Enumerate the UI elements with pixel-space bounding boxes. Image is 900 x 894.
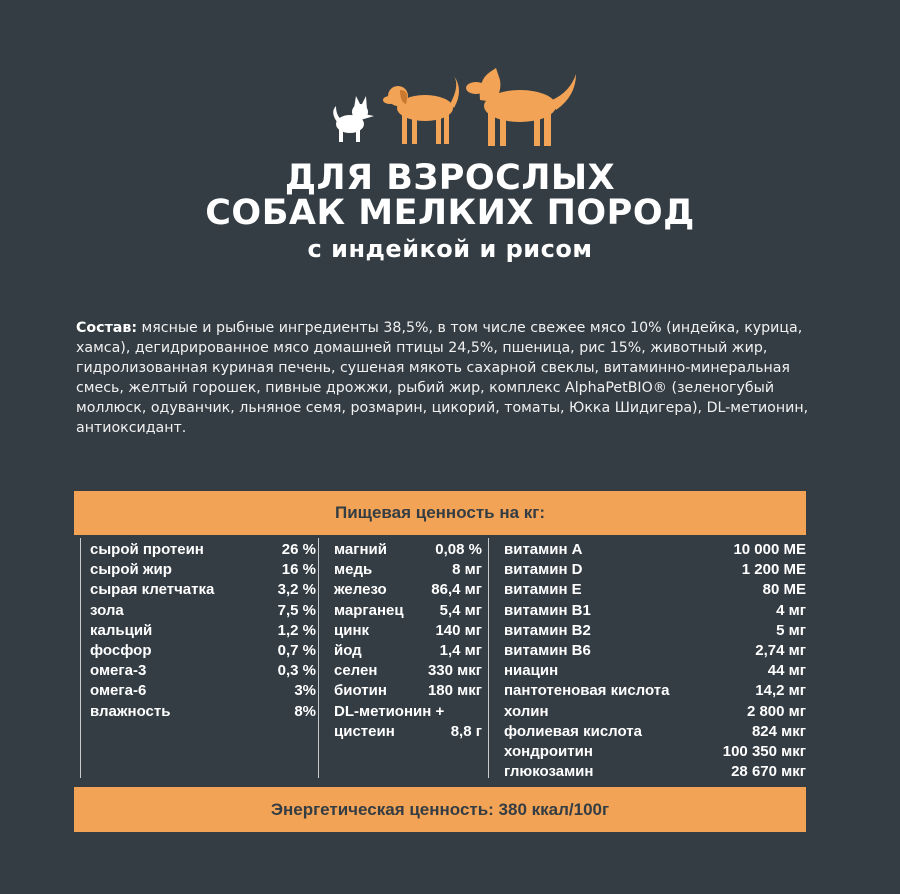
nutrient-row xyxy=(80,702,316,722)
nutrient-name: пантотеновая кислота xyxy=(504,682,670,700)
small-white-dog-icon xyxy=(333,96,374,142)
nutrient-value: 2 800 мг xyxy=(746,702,806,720)
nutrient-name: железо xyxy=(334,581,387,599)
nutrient-row xyxy=(80,540,316,560)
nutrient-row xyxy=(324,601,482,621)
nutrition-column-2 xyxy=(324,540,482,742)
nutrient-row xyxy=(324,580,482,600)
nutrient-row xyxy=(494,621,806,641)
nutrient-value: 3% xyxy=(294,682,316,700)
nutrient-row xyxy=(324,661,482,681)
nutrient-value: 140 мг xyxy=(435,621,482,639)
nutrient-value: 44 мг xyxy=(767,662,806,680)
nutrient-name: марганец xyxy=(334,601,404,619)
large-orange-dog-icon xyxy=(466,68,576,146)
nutrient-name: селен xyxy=(334,662,378,680)
nutrient-row xyxy=(494,580,806,600)
nutrient-value: 5 мг xyxy=(776,621,806,639)
nutrient-value: 7,5 % xyxy=(277,601,316,619)
nutrient-value: 14,2 мг xyxy=(755,682,806,700)
composition-text xyxy=(76,318,836,438)
nutrient-name: витамин D xyxy=(504,561,583,579)
nutrient-value: 2,74 мг xyxy=(755,641,806,659)
nutrient-value: 1,2 % xyxy=(277,621,316,639)
nutrient-row xyxy=(494,722,806,742)
nutrient-row xyxy=(494,762,806,782)
nutrition-column-1 xyxy=(80,540,316,722)
nutrient-name: холин xyxy=(504,702,549,720)
nutrient-row xyxy=(80,580,316,600)
nutrient-value: 0,3 % xyxy=(277,662,316,680)
nutrient-name: медь xyxy=(334,561,373,579)
nutrient-value: 28 670 мкг xyxy=(731,763,806,781)
nutrient-name: сырой протеин xyxy=(90,541,204,558)
nutrient-name: цинк xyxy=(334,621,370,639)
nutrient-row xyxy=(324,560,482,580)
nutrient-name: фосфор xyxy=(90,641,152,659)
nutrient-value: 16 % xyxy=(281,561,316,579)
nutrient-name: биотин xyxy=(334,682,387,700)
nutrient-name: глюкозамин xyxy=(504,763,594,781)
nutrient-row xyxy=(324,722,482,742)
nutrient-name: магний xyxy=(334,541,387,558)
nutrient-value: 8,8 г xyxy=(450,722,482,740)
nutrient-value: 0,7 % xyxy=(277,641,316,659)
nutrient-row xyxy=(494,540,806,560)
nutrient-name: цистеин xyxy=(334,722,395,740)
medium-orange-dog-icon xyxy=(383,76,459,144)
nutrient-value: 180 мкг xyxy=(427,682,482,700)
nutrient-row xyxy=(80,601,316,621)
nutrient-name: витамин B1 xyxy=(504,601,591,619)
nutrient-value: 8 мг xyxy=(452,561,482,579)
nutrient-value: 8% xyxy=(294,702,316,720)
nutrition-header: Пищевая ценность на кг: xyxy=(74,491,806,535)
nutrient-name: кальций xyxy=(90,621,153,639)
nutrient-value: 86,4 мг xyxy=(431,581,482,599)
nutrient-value: 0,08 % xyxy=(435,541,482,558)
nutrient-name: витамин E xyxy=(504,581,582,599)
nutrient-name: ниацин xyxy=(504,662,559,680)
column-divider xyxy=(318,538,319,778)
nutrient-name: сырой жир xyxy=(90,561,172,579)
subtitle: с индейкой и рисом xyxy=(307,235,593,263)
nutrient-value: 330 мкг xyxy=(427,662,482,680)
nutrient-row xyxy=(80,560,316,580)
nutrient-name: витамин A xyxy=(504,541,583,558)
title-line-2: СОБАК МЕЛКИХ ПОРОД xyxy=(205,193,695,233)
nutrient-row xyxy=(494,661,806,681)
nutrient-name: фолиевая кислота xyxy=(504,722,642,740)
nutrient-value: 4 мг xyxy=(776,601,806,619)
nutrient-value: 26 % xyxy=(281,541,316,558)
nutrient-row xyxy=(324,681,482,701)
nutrient-row xyxy=(494,742,806,762)
nutrient-row xyxy=(494,681,806,701)
nutrient-row xyxy=(494,702,806,722)
nutrient-value: 100 350 мкг xyxy=(722,742,806,760)
nutrient-row xyxy=(80,641,316,661)
nutrient-row xyxy=(324,641,482,661)
nutrient-value: 3,2 % xyxy=(277,581,316,599)
nutrient-name: DL-метионин + xyxy=(334,702,445,720)
nutrient-value: 80 МЕ xyxy=(762,581,806,599)
nutrient-name: зола xyxy=(90,601,124,619)
nutrient-name: витамин B6 xyxy=(504,641,591,659)
nutrient-value: 824 мкг xyxy=(751,722,806,740)
nutrient-name: омега-3 xyxy=(90,662,147,680)
nutrient-row xyxy=(324,621,482,641)
nutrient-row xyxy=(80,681,316,701)
dogs-illustration xyxy=(330,66,580,150)
nutrient-name: хондроитин xyxy=(504,742,593,760)
nutrient-name: омега-6 xyxy=(90,682,147,700)
nutrient-row xyxy=(494,560,806,580)
nutrient-row xyxy=(324,702,482,722)
nutrient-value: 10 000 МЕ xyxy=(733,541,806,558)
nutrient-name: витамин B2 xyxy=(504,621,591,639)
nutrient-value: 1,4 мг xyxy=(439,641,482,659)
nutrient-row xyxy=(324,540,482,560)
nutrient-name: сырая клетчатка xyxy=(90,581,215,599)
energy-value: Энергетическая ценность: 380 ккал/100г xyxy=(74,787,806,832)
column-divider xyxy=(488,538,489,778)
nutrient-value: 5,4 мг xyxy=(439,601,482,619)
nutrient-row xyxy=(494,641,806,661)
title-line-1: ДЛЯ ВЗРОСЛЫХ xyxy=(284,158,616,198)
nutrient-value: 1 200 МЕ xyxy=(741,561,806,579)
nutrition-column-3 xyxy=(494,540,806,782)
nutrient-name: влажность xyxy=(90,702,171,720)
nutrient-row xyxy=(80,661,316,681)
composition-body: мясные и рыбные ингредиенты 38,5%, в том числе свежее мясо 10% (индейка, курица, хамса), дегидрированное мясо домашней птицы 24,5%, пшеница, рис 15%, животный жир, гидролизованная куриная печень, сушеная мякоть сахарной свеклы, витаминно-минеральная смесь, желтый горошек, пивные дрожжи, рыбий жир, комплекс AlphaPetBIO® (зеленогубый моллюск, одуванчик, льняное семя, розмарин, цикорий, томаты, Юкка Шидигера), DL-метионин, антиоксидант. xyxy=(76,320,809,436)
nutrient-name: йод xyxy=(334,641,362,659)
nutrient-row xyxy=(80,621,316,641)
composition-label: Состав: xyxy=(76,320,138,336)
nutrient-row xyxy=(494,601,806,621)
